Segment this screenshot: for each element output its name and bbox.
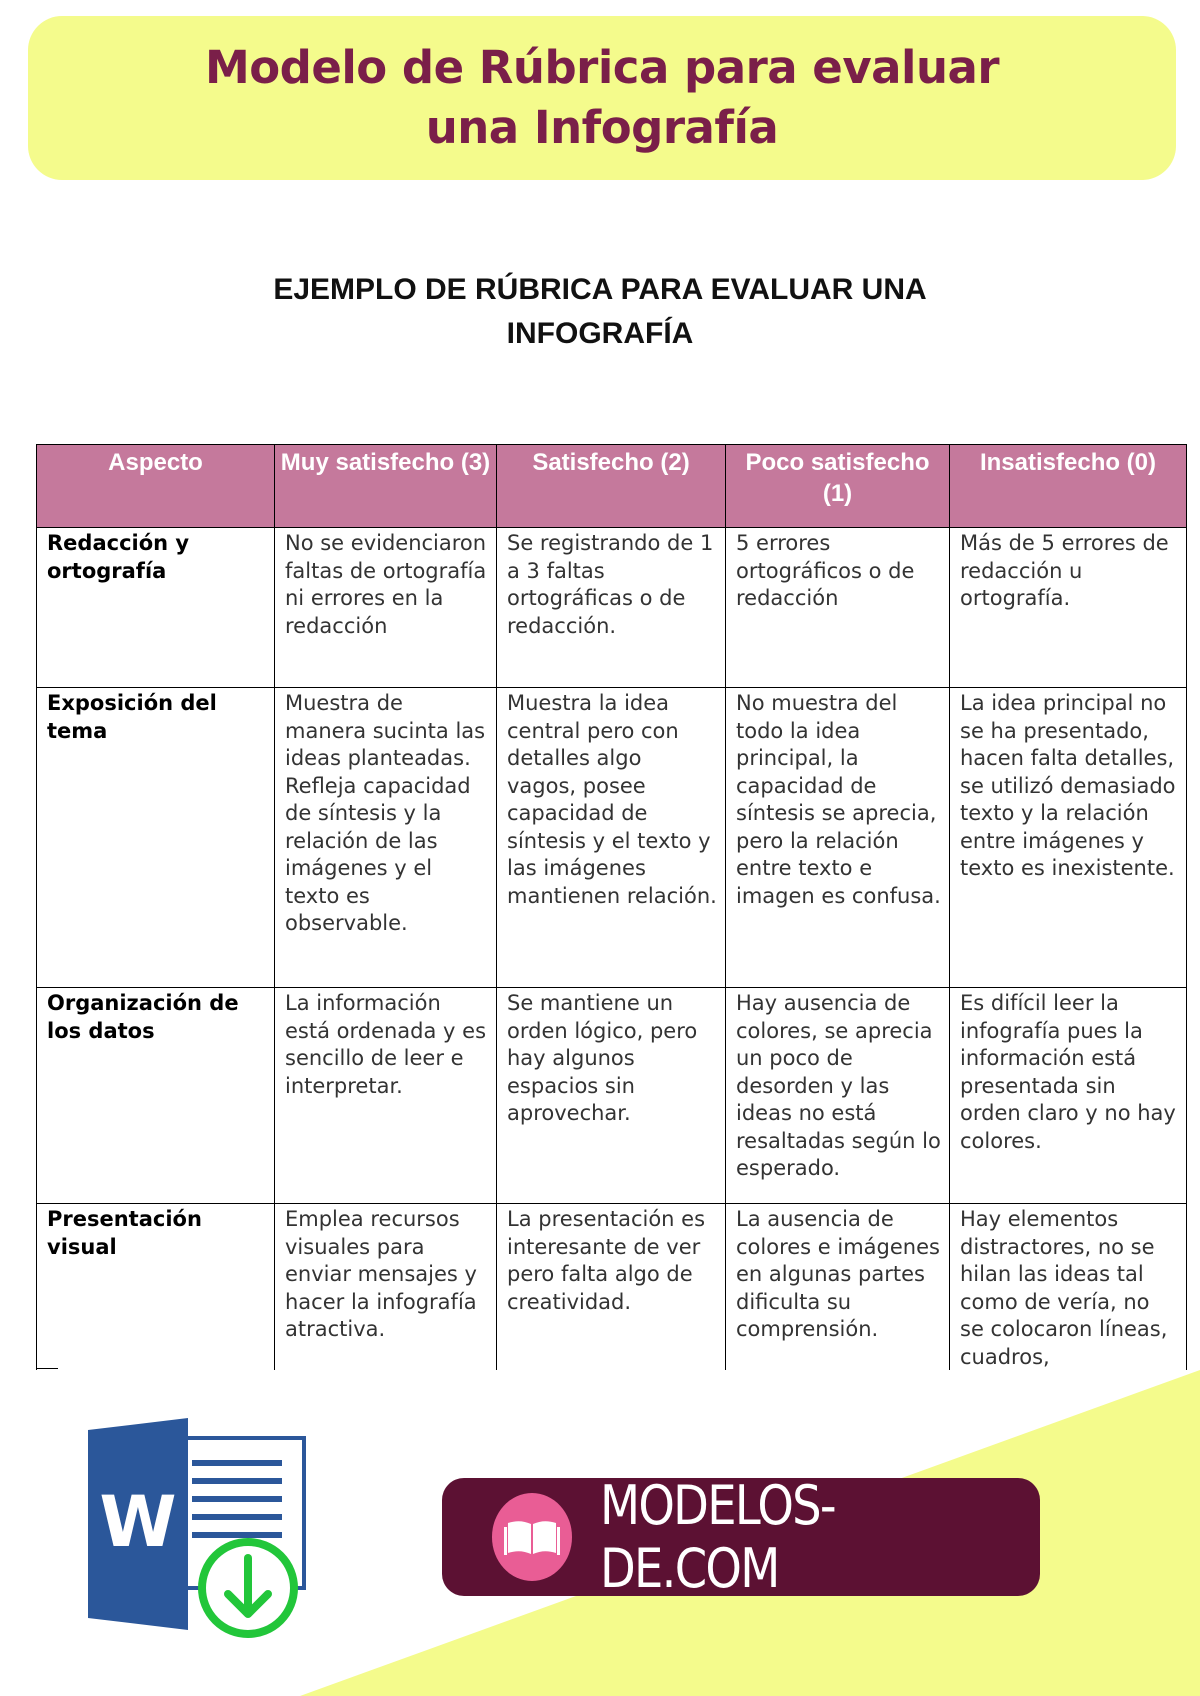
table-row bbox=[37, 1204, 1187, 1378]
banner-title-line-2: una Infografía bbox=[425, 101, 779, 154]
header-muy-satisfecho: Muy satisfecho (3) bbox=[275, 445, 497, 528]
aspect-cell: Organización de los datos bbox=[37, 988, 275, 1204]
table-cell: Se registrando de 1 a 3 faltas ortográficas o de redacción. bbox=[497, 528, 726, 688]
table-cell: Es difícil leer la infografía pues la información está presentada sin orden claro y no hay colores. bbox=[950, 988, 1187, 1204]
table-cell: Muestra de manera sucinta las ideas planteadas. Refleja capacidad de síntesis y la relación de las imágenes y el texto es observable. bbox=[275, 688, 497, 988]
table-cell: Más de 5 errores de redacción u ortografía. bbox=[950, 528, 1187, 688]
rubric-table bbox=[36, 444, 1187, 1378]
word-document-download-icon[interactable] bbox=[88, 1418, 308, 1650]
header-poco-satisfecho: Poco satisfecho (1) bbox=[726, 445, 950, 528]
table-edge-mark bbox=[36, 1368, 58, 1369]
table-cell: No se evidenciaron faltas de ortografía ni errores en la redacción bbox=[275, 528, 497, 688]
table-cell: Emplea recursos visuales para enviar mensajes y hacer la infografía atractiva. bbox=[275, 1204, 497, 1378]
table-cell: Hay elementos distractores, no se hilan las ideas tal como de vería, no se colocaron líneas, cuadros, bbox=[950, 1204, 1187, 1378]
table-header-row bbox=[37, 445, 1187, 528]
banner-title-line-1: Modelo de Rúbrica para evaluar bbox=[204, 41, 1000, 94]
header-aspecto: Aspecto bbox=[37, 445, 275, 528]
table-cell: La ausencia de colores e imágenes en algunas partes dificulta su comprensión. bbox=[726, 1204, 950, 1378]
table-cell: Muestra la idea central pero con detalles algo vagos, posee capacidad de síntesis y el texto y las imágenes mantienen relación. bbox=[497, 688, 726, 988]
table-cell: La presentación es interesante de ver pero falta algo de creatividad. bbox=[497, 1204, 726, 1378]
table-row bbox=[37, 528, 1187, 688]
table-cell: La idea principal no se ha presentado, hacen falta detalles, se utilizó demasiado texto y la relación entre imágenes y texto es inexistente. bbox=[950, 688, 1187, 988]
aspect-cell: Redacción y ortografía bbox=[37, 528, 275, 688]
brand-text: MODELOS-DE.COM bbox=[600, 1474, 836, 1600]
header-banner bbox=[28, 16, 1176, 180]
document-title-line-1: EJEMPLO DE RÚBRICA PARA EVALUAR UNA bbox=[273, 273, 927, 306]
table-cell: Hay ausencia de colores, se aprecia un poco de desorden y las ideas no está resaltadas según lo esperado. bbox=[726, 988, 950, 1204]
table-row bbox=[37, 988, 1187, 1204]
aspect-cell: Presentación visual bbox=[37, 1204, 275, 1378]
header-satisfecho: Satisfecho (2) bbox=[497, 445, 726, 528]
table-row bbox=[37, 688, 1187, 988]
table-cell: Se mantiene un orden lógico, pero hay algunos espacios sin aprovechar. bbox=[497, 988, 726, 1204]
document-title bbox=[100, 268, 1100, 356]
table-cell: No muestra del todo la idea principal, la capacidad de síntesis se aprecia, pero la relación entre texto e imagen es confusa. bbox=[726, 688, 950, 988]
word-letter: W bbox=[99, 1481, 177, 1563]
table-cell: La información está ordenada y es sencillo de leer e interpretar. bbox=[275, 988, 497, 1204]
table-cell: 5 errores ortográficos o de redacción bbox=[726, 528, 950, 688]
header-insatisfecho: Insatisfecho (0) bbox=[950, 445, 1187, 528]
aspect-cell: Exposición del tema bbox=[37, 688, 275, 988]
open-book-icon bbox=[492, 1493, 572, 1581]
brand-button[interactable] bbox=[442, 1474, 1040, 1600]
document-title-line-2: INFOGRAFÍA bbox=[506, 317, 694, 350]
